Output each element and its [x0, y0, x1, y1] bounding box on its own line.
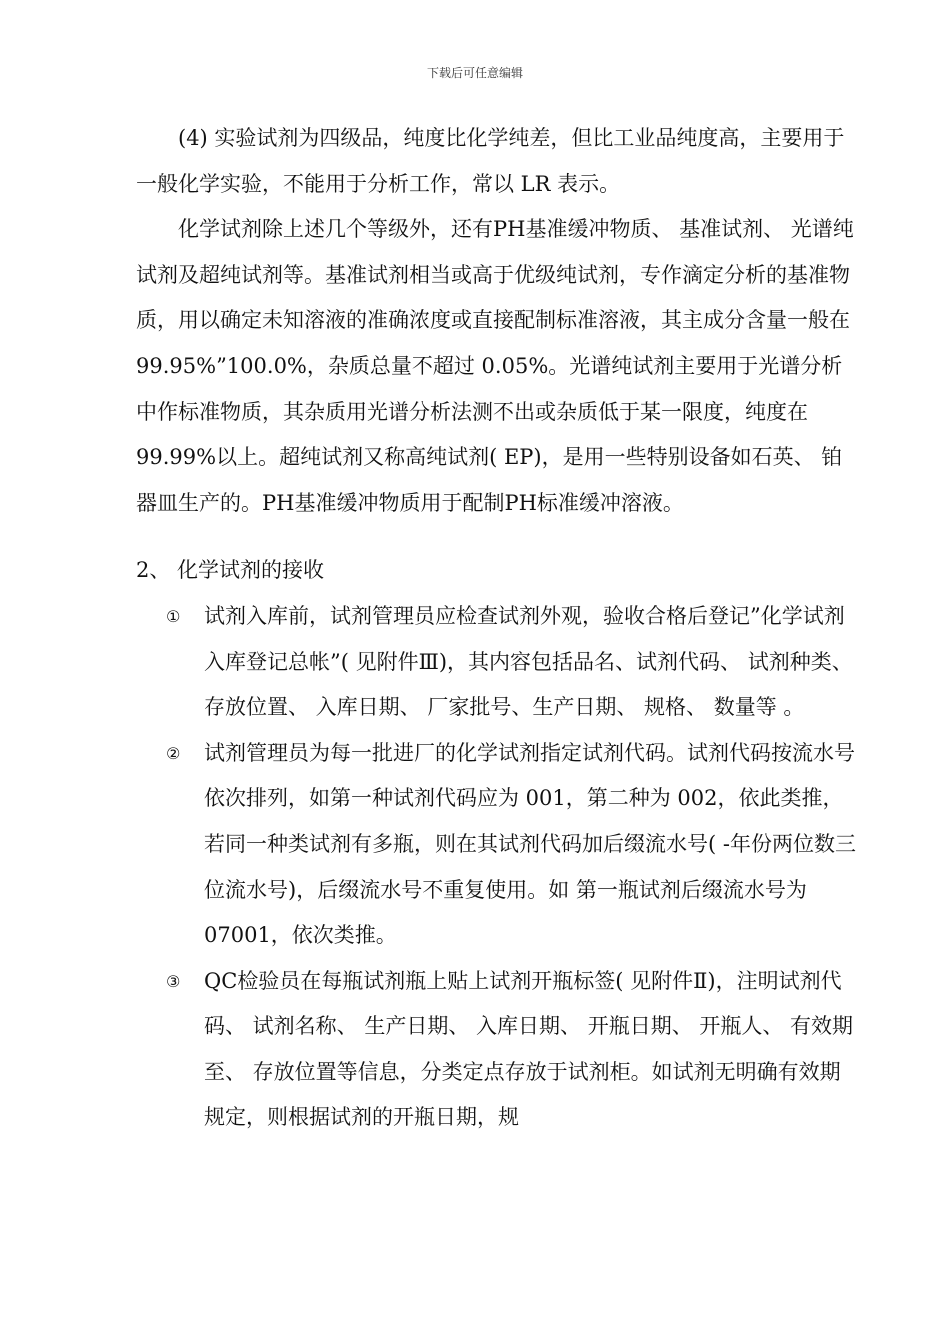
paragraph-special-reagents: 化学试剂除上述几个等级外，还有PH基准缓冲物质、 基准试剂、 光谱纯试剂及超纯试剂等。基准试剂相当或高于优级纯试剂，专作滴定分析的基准物质，用以确定未知溶液的准确浓度或直接配制标准溶液，其主成分含量一般在 99.95%”100.0%，杂质总量不超过 0.05%。光谱纯试剂主要用于光谱分析中作标准物质，其杂质用光谱分析法测不出或杂质低于某一限度，纯度在 99.99%以上。超纯试剂又称高纯试剂( EP)，是用一些特别设备如石英、 铂器皿生产的。PH基准缓冲物质用于配制PH标准缓冲溶液。	[136, 217, 854, 515]
paragraph-reagent-grade-4: (4) 实验试剂为四级品，纯度比化学纯差，但比工业品纯度高，主要用于一般化学实验，不能用于分析工作，常以 LR 表示。	[136, 126, 845, 196]
item-marker: ①	[166, 606, 181, 626]
item-marker: ③	[166, 971, 181, 991]
item-text: 试剂入库前，试剂管理员应检查试剂外观，验收合格后登记”化学试剂入库登记总帐”( 见附件Ⅲ)，其内容包括品名、试剂代码、 试剂种类、 存放位置、 入库日期、 厂家批号、生产日期、 规格、 数量等 。	[204, 603, 853, 720]
item-text: 试剂管理员为每一批进厂的化学试剂指定试剂代码。试剂代码按流水号依次排列，如第一种试剂代码应为 001，第二种为 002，依此类推，若同一种类试剂有多瓶，则在其试剂代码加后缀流水号( -年份两位数三位流水号)，后缀流水号不重复使用。如 第一瓶试剂后缀流水号为 07001，依次类推。	[204, 740, 856, 948]
item-marker: ②	[166, 743, 181, 763]
page-header: 下载后可任意编辑	[426, 66, 523, 80]
list-item-inspection	[136, 594, 860, 731]
item-text: QC检验员在每瓶试剂瓶上贴上试剂开瓶标签( 见附件Ⅱ)，注明试剂代码、 试剂名称、 生产日期、 入库日期、 开瓶日期、 开瓶人、 有效期至、 存放位置等信息，分类定点存放于试剂柜。如试剂无明确有效期规定，则根据试剂的开瓶日期，规	[204, 968, 854, 1130]
document-body	[136, 116, 860, 1141]
list-item-label	[136, 959, 860, 1141]
section-title-reagent-receiving: 2、 化学试剂的接收	[136, 558, 325, 583]
list-item-reagent-code	[136, 731, 860, 959]
